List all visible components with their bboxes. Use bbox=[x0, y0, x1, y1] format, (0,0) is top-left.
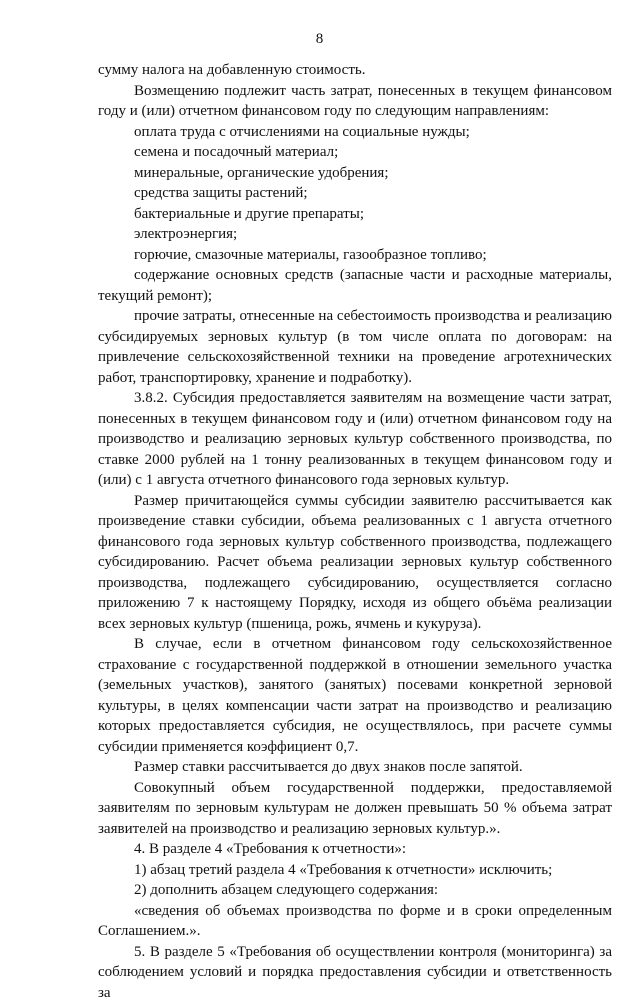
list-item: горючие, смазочные материалы, газообразное топливо; bbox=[98, 245, 612, 266]
list-item: оплата труда с отчислениями на социальные нужды; bbox=[98, 122, 612, 143]
section-heading: 5. В разделе 5 «Требования об осуществлении контроля (мониторинга) за соблюдением условий и порядка предоставления субсидии и ответственность за bbox=[98, 942, 612, 1003]
list-item: бактериальные и другие препараты; bbox=[98, 204, 612, 225]
page-number: 8 bbox=[0, 30, 639, 48]
section-heading: 4. В разделе 4 «Требования к отчетности»: bbox=[98, 839, 612, 860]
paragraph: Размер ставки рассчитывается до двух знаков после запятой. bbox=[98, 757, 612, 778]
paragraph: В случае, если в отчетном финансовом году сельскохозяйственное страхование с государственной поддержкой в отношении земельного участка (земельных участков), занятого (занятых) посевами конкретной зерновой культуры, в целях компенсации части затрат на производство и реализацию которых предоставляется субсидия, не осуществлялось, при расчете суммы субсидии применяется коэффициент 0,7. bbox=[98, 634, 612, 757]
document-body bbox=[98, 60, 612, 1003]
paragraph: «сведения об объемах производства по форме и в сроки определенным Соглашением.». bbox=[98, 901, 612, 942]
list-item: минеральные, органические удобрения; bbox=[98, 163, 612, 184]
list-item: содержание основных средств (запасные части и расходные материалы, текущий ремонт); bbox=[98, 265, 612, 306]
list-item: семена и посадочный материал; bbox=[98, 142, 612, 163]
paragraph: 2) дополнить абзацем следующего содержания: bbox=[98, 880, 612, 901]
paragraph: Размер причитающейся суммы субсидии заявителю рассчитывается как произведение ставки субсидии, объема реализованных с 1 августа отчетного финансового года зерновых культур собственного производства, подлежащего субсидированию. Расчет объема реализации зерновых культур собственного производства, подлежащего субсидированию, осуществляется согласно приложению 7 к настоящему Порядку, исходя из общего объёма реализации всех зерновых культур (пшеница, рожь, ячмень и кукуруза). bbox=[98, 491, 612, 635]
list-item: прочие затраты, отнесенные на себестоимость производства и реализацию субсидируемых зерновых культур (в том числе оплата по договорам: на привлечение сельскохозяйственной техники на проведение агротехнических работ, транспортировку, хранение и подработку). bbox=[98, 306, 612, 388]
paragraph: Возмещению подлежит часть затрат, понесенных в текущем финансовом году и (или) отчетном финансовом году по следующим направлениям: bbox=[98, 81, 612, 122]
paragraph: сумму налога на добавленную стоимость. bbox=[98, 60, 612, 81]
list-item: электроэнергия; bbox=[98, 224, 612, 245]
paragraph: 3.8.2. Субсидия предоставляется заявителям на возмещение части затрат, понесенных в текущем финансовом году и (или) отчетном финансовом году на производство и реализацию зерновых культур собственного производства, по ставке 2000 рублей на 1 тонну реализованных в текущем финансовом году и (или) с 1 августа отчетного финансового года зерновых культур. bbox=[98, 388, 612, 491]
paragraph: 1) абзац третий раздела 4 «Требования к отчетности» исключить; bbox=[98, 860, 612, 881]
paragraph: Совокупный объем государственной поддержки, предоставляемой заявителям по зерновым культурам не должен превышать 50 % объема затрат заявителей на производство и реализацию зерновых культур.». bbox=[98, 778, 612, 840]
list-item: средства защиты растений; bbox=[98, 183, 612, 204]
